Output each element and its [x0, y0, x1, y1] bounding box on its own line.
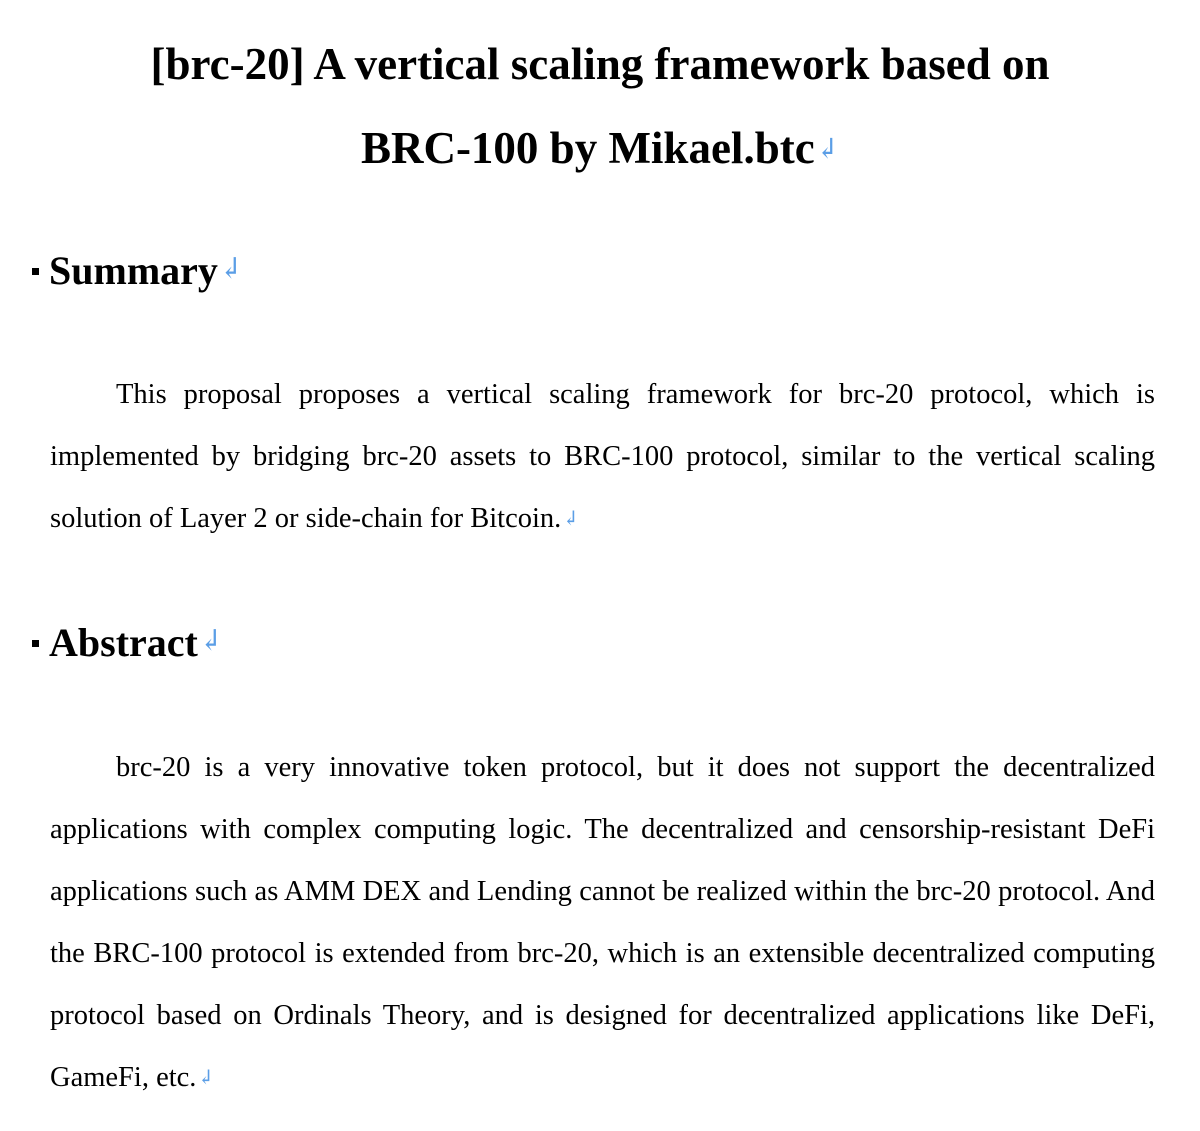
square-bullet-icon: [32, 640, 39, 647]
title-line-1: [brc-20] A vertical scaling framework based on: [150, 39, 1050, 89]
paragraph-mark-icon: ↲: [198, 625, 223, 657]
paragraph-mark-icon: ↲: [197, 1067, 215, 1090]
section-heading-text: Abstract: [49, 619, 198, 665]
abstract-paragraph-text: brc-20 is a very innovative token protocol, but it does not support the decentralized applications with complex computing logic. The decentralized and censorship-resistant DeFi applications such as AMM DEX and Lending cannot be realized within the brc-20 protocol. And the BRC-100 protocol is extended from brc-20, which is an extensible decentralized computing protocol based on Ordinals Theory, and is designed for decentralized applications like DeFi, GameFi, etc.: [50, 752, 1155, 1093]
paragraph-mark-icon: ↲: [815, 133, 840, 165]
paragraph-mark-icon: ↲: [218, 253, 244, 285]
paragraph-mark-icon: ↲: [562, 508, 580, 531]
abstract-paragraph: [50, 737, 1155, 1109]
summary-paragraph: [50, 364, 1155, 550]
document-title: [0, 22, 1200, 192]
square-bullet-icon: [32, 268, 39, 275]
section-heading-text: Summary: [49, 247, 218, 293]
title-line-2: [0, 106, 1200, 192]
section-heading-abstract: [32, 617, 223, 667]
title-line-2-text: BRC-100 by Mikael.btc: [360, 123, 815, 173]
section-heading-summary: [32, 245, 243, 295]
summary-paragraph-text: This proposal proposes a vertical scaling framework for brc-20 protocol, which is implemented by bridging brc-20 assets to BRC-100 protocol, similar to the vertical scaling solution of Layer 2 or side-chain for Bitcoin.: [50, 379, 1155, 534]
